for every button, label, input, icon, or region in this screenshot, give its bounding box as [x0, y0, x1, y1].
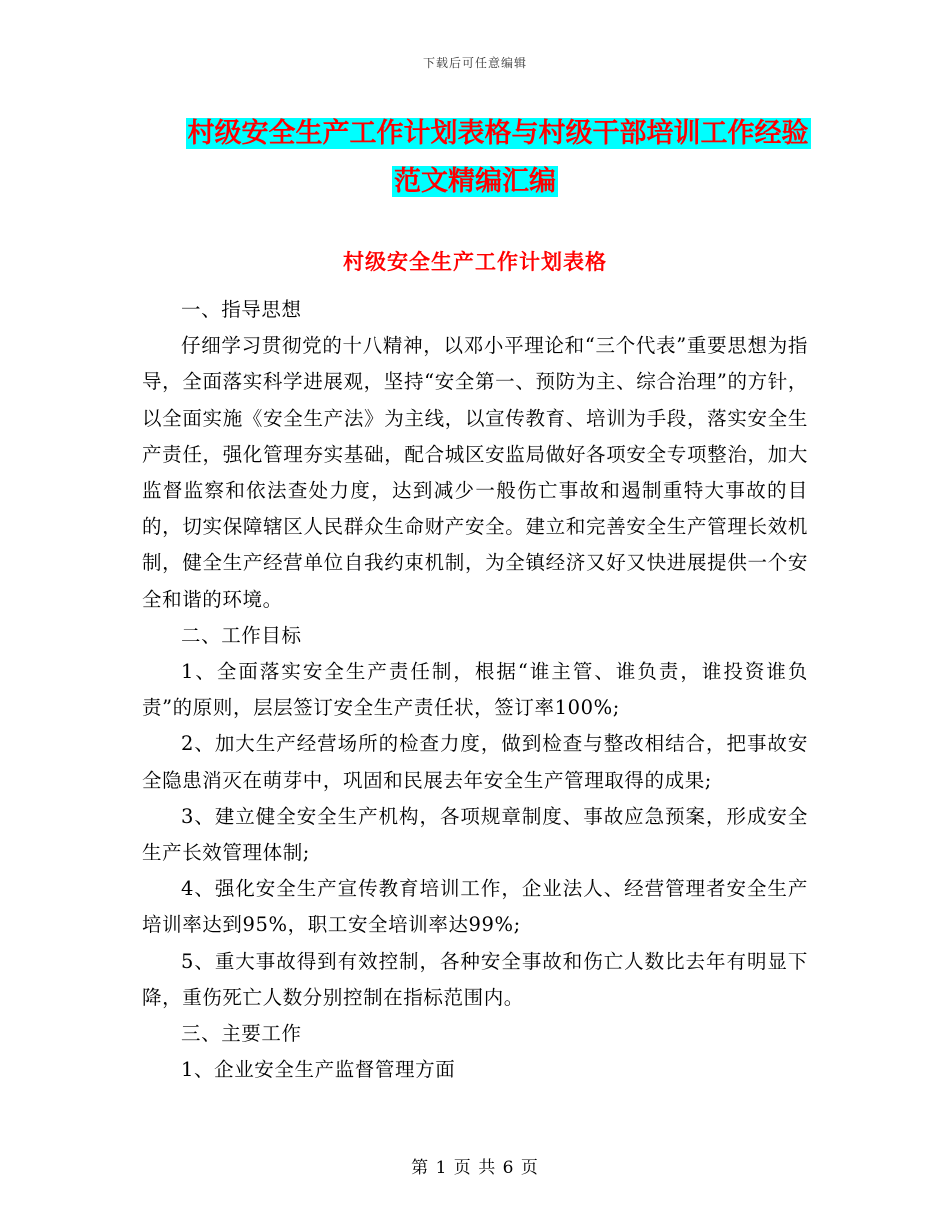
goal-item-2: 2、加大生产经营场所的检查力度，做到检查与整改相结合，把事故安全隐患消灭在萌芽中，巩固和民展去年安全生产管理取得的成果; — [142, 732, 808, 792]
title-line-2: 范文精编汇编 — [394, 166, 556, 197]
heading-work-goals: 二、工作目标 — [181, 623, 302, 647]
header-note: 下载后可任意编辑 — [422, 56, 527, 70]
document-title — [0, 110, 950, 206]
goal-item-1: 1、全面落实安全生产责任制，根据“谁主管、谁负责，谁投资谁负责”的原则，层层签订安全生产责任状，签订率100%; — [142, 660, 808, 720]
goal-item-5: 5、重大事故得到有效控制，各种安全事故和伤亡人数比去年有明显下降，重伤死亡人数分别控制在指标范围内。 — [142, 949, 808, 1009]
page-footer: 第 1 页 共 6 页 — [411, 1158, 539, 1178]
main-work-item-1: 1、企业安全生产监督管理方面 — [181, 1058, 456, 1082]
goal-item-4: 4、强化安全生产宣传教育培训工作，企业法人、经营管理者安全生产培训率达到95%，职工安全培训率达99%; — [142, 877, 808, 937]
goal-item-3: 3、建立健全安全生产机构，各项规章制度、事故应急预案，形成安全生产长效管理体制; — [142, 804, 808, 865]
title-line-1: 村级安全生产工作计划表格与村级干部培训工作经验 — [187, 118, 809, 149]
body-text — [142, 292, 808, 1088]
paragraph-guiding-ideology: 仔细学习贯彻党的十八精神，以邓小平理论和“三个代表”重要思想为指导，全面落实科学进展观，坚持“安全第一、预防为主、综合治理”的方针，以全面实施《安全生产法》为主线，以宣传教育、培训为手段，落实安全生产责任，强化管理夯实基础，配合城区安监局做好各项安全专项整治，加大监督监察和依法查处力度，达到减少一般伤亡事故和遏制重特大事故的目的，切实保障辖区人民群众生命财产安全。建立和完善安全生产管理长效机制，健全生产经营单位自我约束机制，为全镇经济又好又快进展提供一个安全和谐的环境。 — [142, 334, 808, 611]
section-title: 村级安全生产工作计划表格 — [343, 250, 607, 274]
heading-guiding-ideology: 一、指导思想 — [181, 298, 302, 321]
heading-main-work: 三、主要工作 — [181, 1022, 302, 1046]
